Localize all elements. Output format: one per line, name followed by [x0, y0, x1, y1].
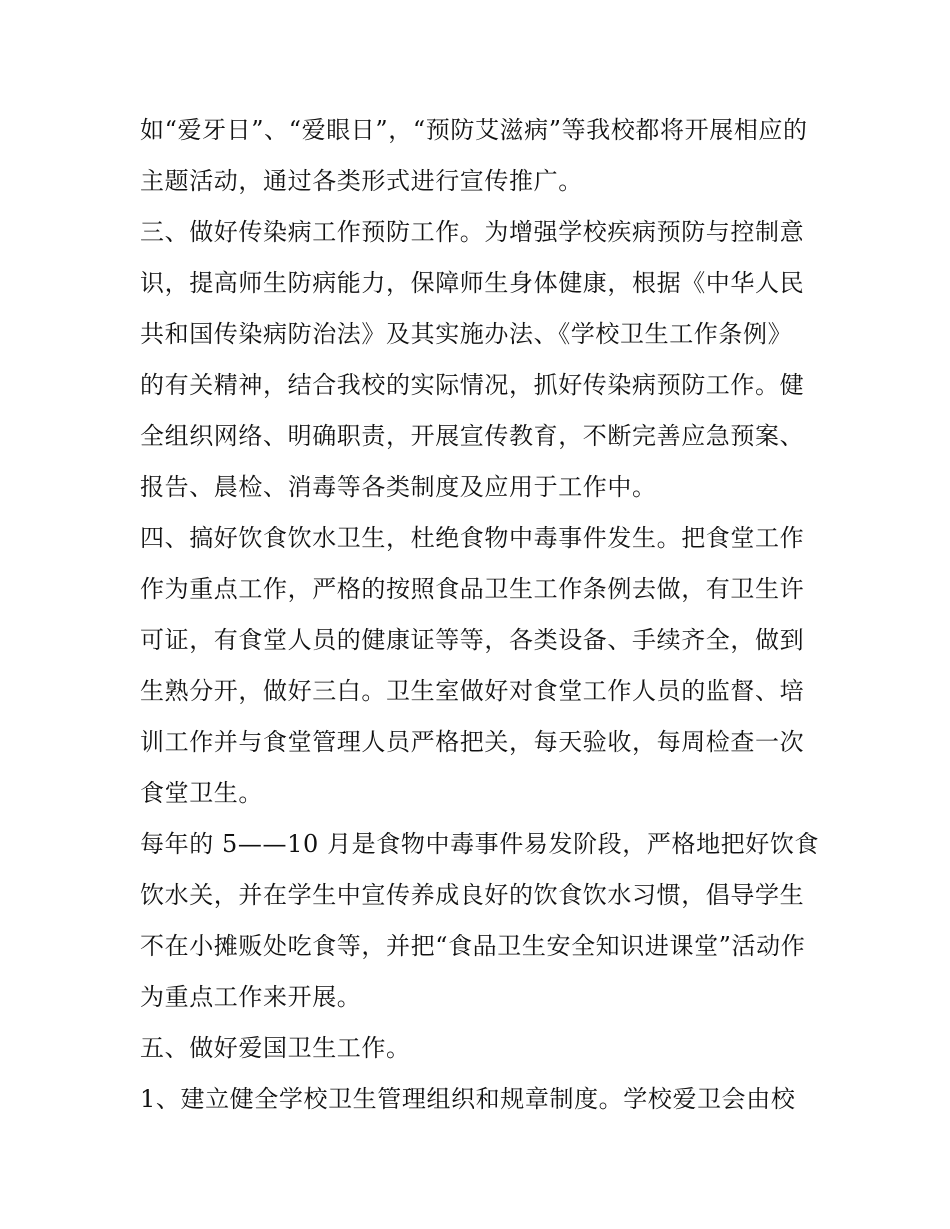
text-line-9: 四、搞好饮食饮水卫生，杜绝食物中毒事件发生。把食堂工作 [140, 524, 805, 552]
text-line-5: 共和国传染病防治法》及其实施办法、《学校卫生工作条例》 [140, 320, 793, 348]
text-line-1: 如“爱牙日”、“爱眼日”，“预防艾滋病”等我校都将开展相应的 [140, 116, 808, 144]
text-line-8: 报告、晨检、消毒等各类制度及应用于工作中。 [140, 473, 657, 501]
text-line-6: 的有关精神，结合我校的实际情况，抓好传染病预防工作。健 [140, 371, 805, 399]
text-line-10: 作为重点工作，严格的按照食品卫生工作条例去做，有卫生许 [140, 575, 805, 603]
document-body [140, 105, 820, 1125]
text-line-15: 每年的 5——10 月是食物中毒事件易发阶段，严格地把好饮食 [140, 830, 820, 858]
text-line-12: 生熟分开，做好三白。卫生室做好对食堂工作人员的监督、培 [140, 677, 805, 705]
text-line-13: 训工作并与食堂管理人员严格把关，每天验收，每周检查一次 [140, 728, 805, 756]
text-line-17: 不在小摊贩处吃食等，并把“食品卫生安全知识进课堂”活动作 [140, 932, 806, 960]
text-line-3: 三、做好传染病工作预防工作。为增强学校疾病预防与控制意 [140, 218, 805, 246]
text-line-18: 为重点工作来开展。 [140, 983, 362, 1011]
text-line-11: 可证，有食堂人员的健康证等等，各类设备、手续齐全，做到 [140, 626, 805, 654]
text-line-7: 全组织网络、明确职责，开展宣传教育，不断完善应急预案、 [140, 422, 805, 450]
text-line-16: 饮水关，并在学生中宣传养成良好的饮食饮水习惯，倡导学生 [140, 881, 805, 909]
text-line-14: 食堂卫生。 [140, 779, 263, 807]
text-line-4: 识，提高师生防病能力，保障师生身体健康，根据《中华人民 [140, 269, 805, 297]
text-line-2: 主题活动，通过各类形式进行宣传推广。 [140, 167, 583, 195]
text-line-20: 1、建立健全学校卫生管理组织和规章制度。学校爱卫会由校 [140, 1085, 796, 1113]
text-line-19: 五、做好爱国卫生工作。 [140, 1034, 411, 1062]
